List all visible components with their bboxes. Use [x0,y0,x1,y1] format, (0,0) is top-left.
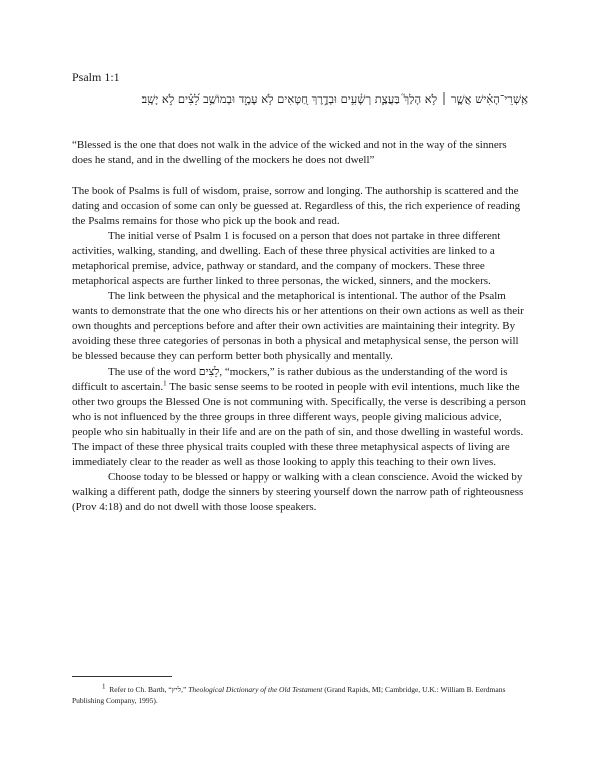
footnote-post: (Grand Rapids, MI; Cambridge, U.K.: William B. Eerdmans Publishing Company, 1995). [72,685,506,705]
paragraph-4 [72,364,530,470]
footnote-book-title: Theological Dictionary of the Old Testament [188,685,323,694]
body-text [72,184,530,515]
page-title: Psalm 1:1 [72,70,120,84]
footnote [72,684,530,706]
hebrew-word-mockers: לֵצִים [198,365,220,378]
paragraph-4-lead: The use of the word [108,366,199,378]
footnote-reference[interactable]: 1 [163,379,167,388]
footnote-hebrew: ליץ [171,685,182,694]
footnote-pre: Refer to Ch. Barth, “ [109,685,172,694]
paragraph-1: The book of Psalms is full of wisdom, praise, sorrow and longing. The authorship is scattered and the dating and occasion of some can only be guessed at. Regardless of this, the rich experience of reading the Psalms remains for those who pick up the book and read. [72,185,521,227]
paragraph-3: The link between the physical and the metaphorical is intentional. The author of the Psalm wants to demonstrate that the one who directs his or her attentions on their own actions as well as their own thoughts and perceptions before and after their own activities are maintaining their integrity. By avoiding these three categories of personas in both a physical and metaphysical sense, the person will be blessed because they can perform better both physically and mentally. [72,290,524,362]
paragraph-5: Choose today to be blessed or happy or walking with a clean conscience. Avoid the wicked by walking a different path, dodge the sinners by steering yourself down the narrow path of righteousness (Prov 4:18) and do not dwell with those loose speakers. [72,471,524,513]
hebrew-verse: אַֽשְׁרֵי־הָאִ֗ישׁ אֲשֶׁ֤ר ׀ לֹ֥א הָלַךְ֮ בַּעֲצַ֪ת רְשָׁ֫עִ֥ים וּבְדֶ֣רֶךְ חַ֭טָּאִים לֹ֥א עָמָ֑ד וּבְמוֹשַׁ֥ב לֵ֝צִ֗ים לֹ֣א יָשָֽׁב׃ [141,92,528,106]
paragraph-2: The initial verse of Psalm 1 is focused on a person that does not partake in three different activities, walking, standing, and dwelling. Each of these three physical activities are linked to a metaphorical premise, advice, pathway or standard, and the company of mockers. These three metaphorical aspects are further linked to three personas, the wicked, sinners, and the mockers. [72,230,501,287]
footnote-mid: ,” [181,685,189,694]
paragraph-4-middle: , “mockers,” is rather dubious as the understanding of the word is difficult to ascertain. [72,366,508,393]
paragraph-4-rest: The basic sense seems to be rooted in people with evil intentions, much like the other two groups the Blessed One is not communing with. Specifically, the verse is describing a person who is not influenced by the three groups in three different ways, people giving malicious advice, people who sin habitually in their life and are on the path of sin, and those dwelling in wasteful words. The impact of these three physical traits coupled with these three metaphysical aspects of living are immediately clear to the reader as well as those looking to apply this teaching to their own lives. [72,381,526,468]
verse-translation: “Blessed is the one that does not walk in the advice of the wicked and not in the way of the sinners does he stand, and in the dwelling of the mockers he does not dwell” [72,139,507,166]
footnote-number: 1 [102,682,106,691]
footnote-divider [72,676,172,677]
